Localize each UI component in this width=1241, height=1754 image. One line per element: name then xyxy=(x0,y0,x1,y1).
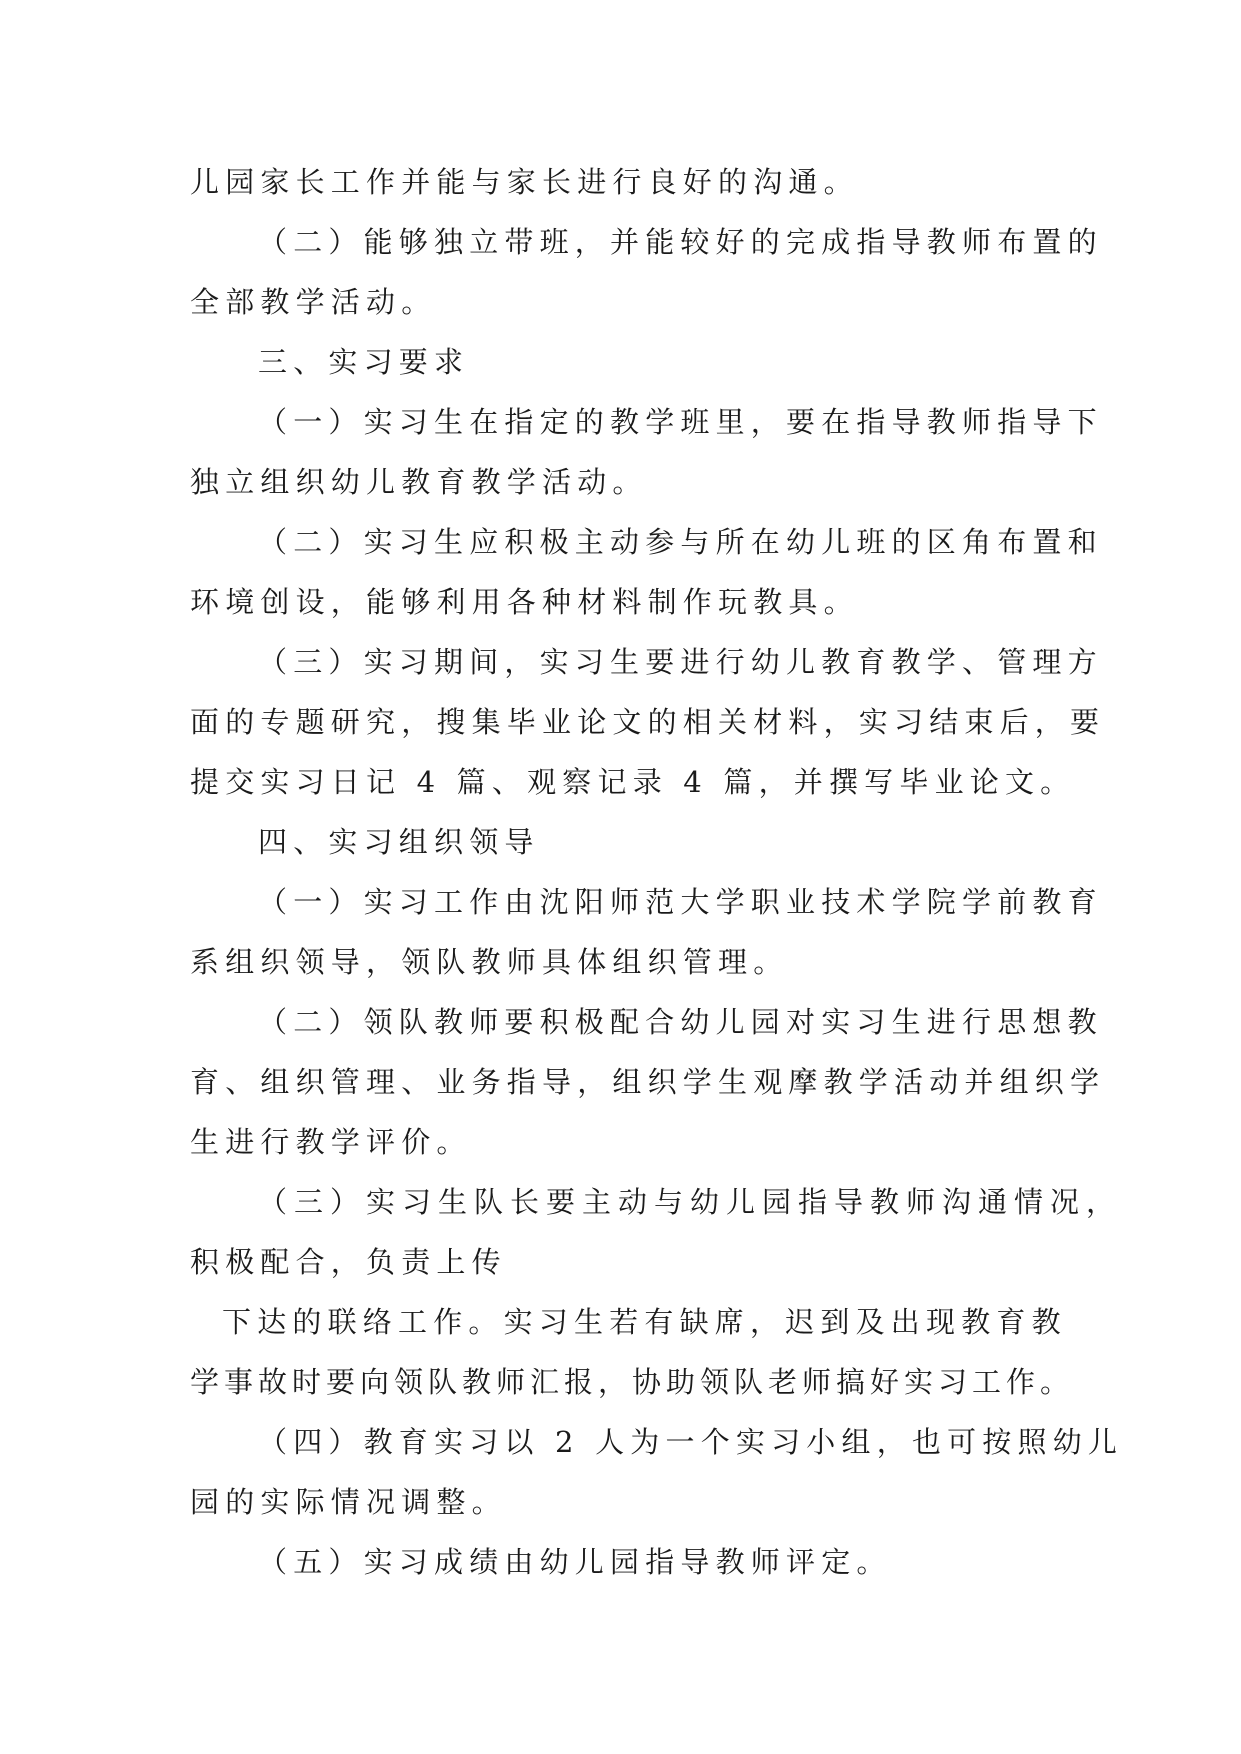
text-line: 下达的联络工作。实习生若有缺席，迟到及出现教育教 xyxy=(222,1305,1067,1339)
text-line: 独立组织幼儿教育教学活动。 xyxy=(190,465,648,499)
text-line: 生进行教学评价。 xyxy=(190,1125,472,1159)
text-line: 环境创设，能够利用各种材料制作玩教具。 xyxy=(190,585,859,619)
text-line: 园的实际情况调整。 xyxy=(190,1485,507,1519)
text-line: （三）实习生队长要主动与幼儿园指导教师沟通情况， xyxy=(258,1185,1123,1219)
text-line: 儿园家长工作并能与家长进行良好的沟通。 xyxy=(190,165,859,199)
text-line: 学事故时要向领队教师汇报，协助领队老师搞好实习工作。 xyxy=(190,1365,1075,1399)
text-line: （三）实习期间，实习生要进行幼儿教育教学、管理方 xyxy=(258,645,1103,679)
text-line: （一）实习生在指定的教学班里，要在指导教师指导下 xyxy=(258,405,1103,439)
text-line: （二）实习生应积极主动参与所在幼儿班的区角布置和 xyxy=(258,525,1103,559)
text-line: （一）实习工作由沈阳师范大学职业技术学院学前教育 xyxy=(258,885,1103,919)
text-line: （二）领队教师要积极配合幼儿园对实习生进行思想教 xyxy=(258,1005,1103,1039)
text-line: 全部教学活动。 xyxy=(190,285,437,319)
section-heading: 三、实习要求 xyxy=(258,345,470,379)
section-heading: 四、实习组织领导 xyxy=(258,825,540,859)
text-line: 系组织领导，领队教师具体组织管理。 xyxy=(190,945,789,979)
text-line: （四）教育实习以 2 人为一个实习小组，也可按照幼儿 xyxy=(258,1425,1124,1459)
text-line: （二）能够独立带班，并能较好的完成指导教师布置的 xyxy=(258,225,1103,259)
text-line: 育、组织管理、业务指导，组织学生观摩教学活动并组织学 xyxy=(190,1065,1106,1099)
text-line: （五）实习成绩由幼儿园指导教师评定。 xyxy=(258,1545,892,1579)
text-line: 积极配合，负责上传 xyxy=(190,1245,507,1279)
text-line: 提交实习日记 4 篇、观察记录 4 篇，并撰写毕业论文。 xyxy=(190,765,1076,799)
text-line: 面的专题研究，搜集毕业论文的相关材料，实习结束后，要 xyxy=(190,705,1106,739)
